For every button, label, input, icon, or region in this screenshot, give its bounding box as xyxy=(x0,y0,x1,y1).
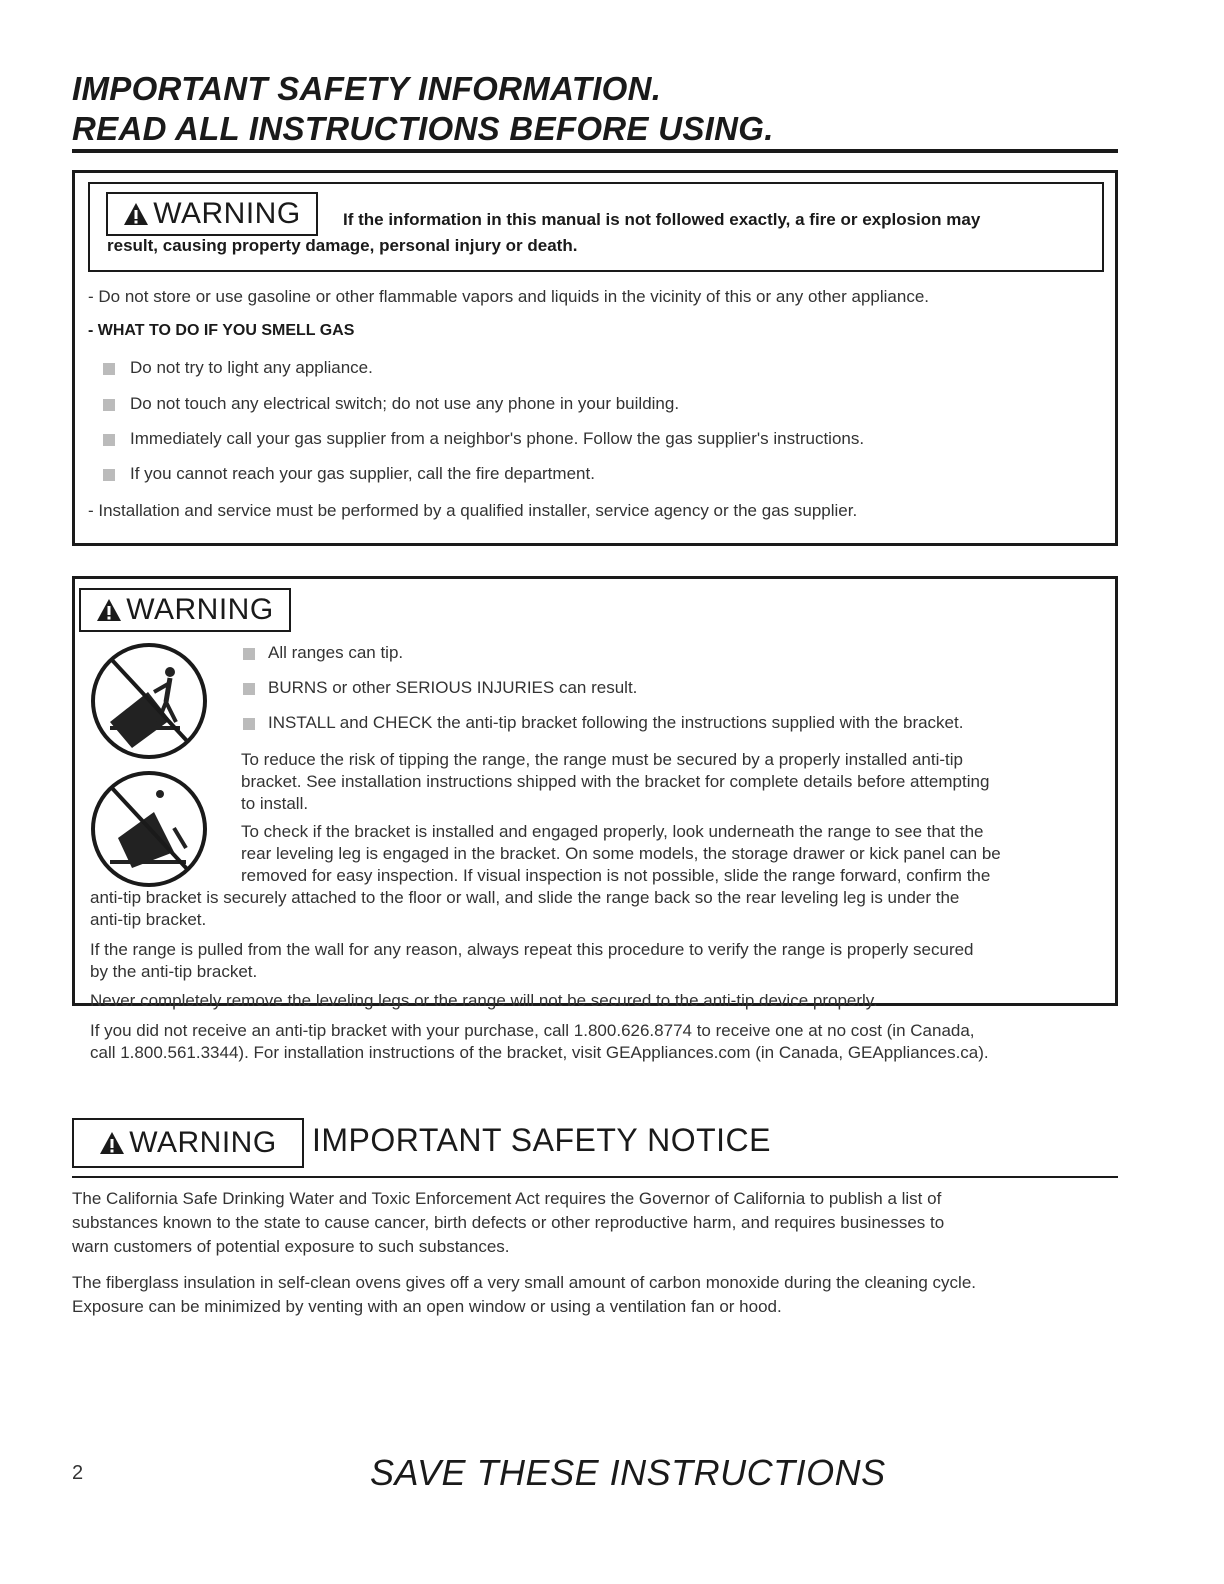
tip-p1-line3: to install. xyxy=(241,794,309,813)
bullet-icon xyxy=(243,718,255,730)
tip-bullet-2: BURNS or other SERIOUS INJURIES can result. xyxy=(268,678,638,697)
gas-subhead: - WHAT TO DO IF YOU SMELL GAS xyxy=(88,322,355,339)
gas-bullet-3: Immediately call your gas supplier from a neighbor's phone. Follow the gas supplier's instructions. xyxy=(130,429,865,448)
notice-rule xyxy=(72,1176,1118,1178)
bullet-icon xyxy=(243,648,255,660)
tip-p4: Never completely remove the leveling legs or the range will not be secured to the anti-tip device properly. xyxy=(90,991,878,1010)
tip-p1-line2: bracket. See installation instructions shipped with the bracket for complete details before attempting xyxy=(241,772,990,791)
gas-item-2: - Installation and service must be performed by a qualified installer, service agency or the gas supplier. xyxy=(88,501,858,520)
gas-warning-lead-2: result, causing property damage, personal injury or death. xyxy=(107,236,578,255)
warning-triangle-icon xyxy=(99,1130,125,1156)
tip-p5-line2: call 1.800.561.3344). For installation instructions of the bracket, visit GEAppliances.com (in Canada, GEAppliances.ca). xyxy=(90,1043,989,1062)
safety-notice-title: IMPORTANT SAFETY NOTICE xyxy=(312,1122,771,1158)
bullet-icon xyxy=(103,363,115,375)
bullet-icon xyxy=(243,683,255,695)
bullet-icon xyxy=(103,469,115,481)
notice-warning-badge xyxy=(72,1118,304,1168)
tip-p2-line4: anti-tip bracket is securely attached to the floor or wall, and slide the range back so the rear leveling leg is under the xyxy=(90,888,960,907)
notice-p2-line2: Exposure can be minimized by venting with an open window or using a ventilation fan or hood. xyxy=(72,1297,782,1316)
gas-warning-lead-1: If the information in this manual is not followed exactly, a fire or explosion may xyxy=(343,210,981,229)
warning-triangle-icon xyxy=(96,597,122,623)
tip-bullet-1: All ranges can tip. xyxy=(268,643,404,662)
tip-p2-line5: anti-tip bracket. xyxy=(90,910,207,929)
notice-p2-line1: The fiberglass insulation in self-clean ovens gives off a very small amount of carbon monoxide during the cleaning cycle. xyxy=(72,1273,977,1292)
warning-triangle-icon xyxy=(123,201,149,227)
gas-bullet-1: Do not try to light any appliance. xyxy=(130,358,373,377)
page-number: 2 xyxy=(72,1462,84,1484)
tip-p2-line1: To check if the bracket is installed and engaged properly, look underneath the range to see that the xyxy=(241,822,984,841)
tip-p3-line1: If the range is pulled from the wall for any reason, always repeat this procedure to verify the range is properly secured xyxy=(90,940,974,959)
tip-p3-line2: by the anti-tip bracket. xyxy=(90,962,258,981)
tip-p5-line1: If you did not receive an anti-tip bracket with your purchase, call 1.800.626.8774 to receive one at no cost (in Canada, xyxy=(90,1021,975,1040)
gas-item-1: - Do not store or use gasoline or other flammable vapors and liquids in the vicinity of this or any other appliance. xyxy=(88,287,930,306)
gas-warning-badge xyxy=(106,192,318,236)
warning-badge-label: WARNING xyxy=(129,1126,277,1159)
gas-bullet-2: Do not touch any electrical switch; do not use any phone in your building. xyxy=(130,394,680,413)
notice-p1-line2: substances known to the state to cause cancer, birth defects or other reproductive harm, and requires businesses to xyxy=(72,1213,945,1232)
gas-bullet-4: If you cannot reach your gas supplier, call the fire department. xyxy=(130,464,595,483)
tip-p2-line2: rear leveling leg is engaged in the bracket. On some models, the storage drawer or kick panel can be xyxy=(241,844,1001,863)
bullet-icon xyxy=(103,399,115,411)
tip-p1-line1: To reduce the risk of tipping the range, the range must be secured by a properly installed anti-tip xyxy=(241,750,963,769)
warning-badge-label: WARNING xyxy=(126,593,274,626)
header-rule xyxy=(72,149,1118,153)
tip-bullet-3: INSTALL and CHECK the anti-tip bracket following the instructions supplied with the bracket. xyxy=(268,713,964,732)
page-title-line1: IMPORTANT SAFETY INFORMATION. xyxy=(72,70,662,107)
notice-p1-line3: warn customers of potential exposure to such substances. xyxy=(72,1237,510,1256)
warning-badge-label: WARNING xyxy=(153,197,301,230)
tip-warning-badge xyxy=(79,588,291,632)
page-title-line2: READ ALL INSTRUCTIONS BEFORE USING. xyxy=(72,110,774,147)
range-tipping-prohibited-icon xyxy=(88,640,210,762)
bullet-icon xyxy=(103,434,115,446)
notice-p1-line1: The California Safe Drinking Water and Toxic Enforcement Act requires the Governor of California to publish a list of xyxy=(72,1189,942,1208)
range-tipped-prohibited-icon xyxy=(88,768,210,890)
footer-title: SAVE THESE INSTRUCTIONS xyxy=(370,1452,886,1493)
tip-p2-line3: removed for easy inspection. If visual inspection is not possible, slide the range forward, confirm the xyxy=(241,866,991,885)
